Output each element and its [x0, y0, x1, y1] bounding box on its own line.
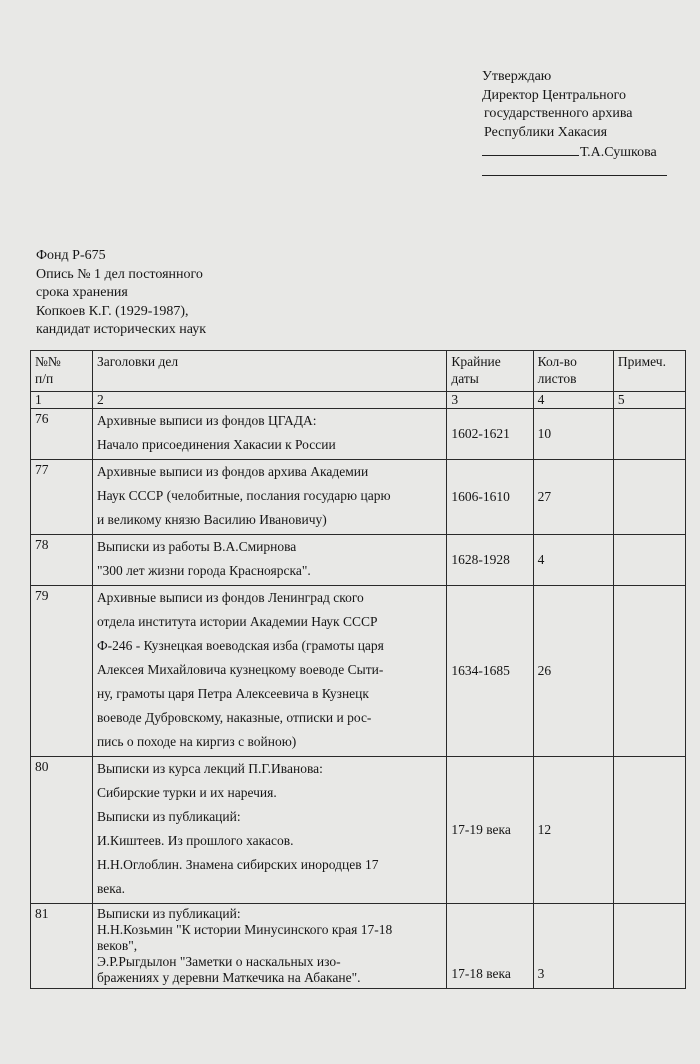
signature-row — [482, 142, 682, 163]
header-notes: Примеч. — [613, 351, 685, 392]
row-sheets: 3 — [533, 904, 613, 989]
table-row — [31, 586, 686, 757]
row-sheets: 12 — [533, 757, 613, 904]
header-dates: Крайние даты — [447, 351, 533, 392]
row-sheets: 26 — [533, 586, 613, 757]
approval-republic: Республики Хакасия — [484, 124, 608, 140]
row-dates: 1628-1928 — [447, 535, 533, 586]
column-number-row — [31, 392, 686, 409]
row-dates: 17-19 века — [447, 757, 533, 904]
row-dates: 1602-1621 — [447, 409, 533, 460]
signature-line — [482, 142, 579, 156]
signer-name: Т.А.Сушкова — [580, 145, 657, 160]
row-number: 77 — [31, 460, 93, 535]
approval-block — [482, 68, 682, 176]
row-notes — [613, 409, 685, 460]
table-row — [31, 757, 686, 904]
inventory-line-2: срока хранения — [36, 285, 128, 300]
row-number: 78 — [31, 535, 93, 586]
row-number: 76 — [31, 409, 93, 460]
approval-heading: Утверждаю — [482, 69, 552, 84]
column-number: 1 — [31, 392, 93, 409]
row-title: Выписки из работы В.А.Смирнова "300 лет жизни города Красноярска". — [92, 535, 446, 586]
row-title: Выписки из публикаций: Н.Н.Козьмин "К истории Минусинского края 17-18 веков", Э.Р.Рыгдылон "Заметки о наскальных изо- бражениях у деревни Маткечика на Абакане". — [92, 904, 446, 989]
inventory-line-1: Опись № 1 дел постоянного — [36, 266, 203, 282]
row-title: Выписки из курса лекций П.Г.Иванова: Сибирские турки и их наречия. Выписки из публикаций: И.Киштеев. Из прошлого хакасов. Н.Н.Оглоблин. Знамена сибирских инородцев 17 века. — [92, 757, 446, 904]
approval-position: Директор Центрального — [482, 87, 627, 103]
column-number: 5 — [613, 392, 685, 409]
column-number: 2 — [92, 392, 446, 409]
row-number: 79 — [31, 586, 93, 757]
header-sheets: Кол-во листов — [533, 351, 613, 392]
fond-person: Копкоев К.Г. (1929-1987), — [36, 303, 189, 319]
column-number: 3 — [447, 392, 533, 409]
row-number: 80 — [31, 757, 93, 904]
header-number: №№ п/п — [31, 351, 93, 392]
table-header-row — [31, 351, 686, 392]
inventory-table — [30, 350, 686, 989]
table-row — [31, 535, 686, 586]
table-row — [31, 904, 686, 989]
row-notes — [613, 586, 685, 757]
row-sheets: 10 — [533, 409, 613, 460]
fond-person-degree: кандидат исторических наук — [36, 322, 207, 337]
row-notes — [613, 460, 685, 535]
row-number: 81 — [31, 904, 93, 989]
fond-info — [36, 247, 296, 340]
row-dates: 17-18 века — [447, 904, 533, 989]
column-number: 4 — [533, 392, 613, 409]
row-dates: 1634-1685 — [447, 586, 533, 757]
row-title: Архивные выписи из фондов Ленинград ского отдела института истории Академии Наук СССР Ф-246 - Кузнецкая воеводская изба (грамоты царя Алексея Михайловича кузнецкому воеводе Сыти- ну, грамоты царя Петра Алексеевича в Кузнецк воеводе Дубровскому, наказные, отписки и рос- пись о походе на киргиз с войною) — [92, 586, 446, 757]
row-notes — [613, 535, 685, 586]
approval-organization: государственного архива — [484, 106, 633, 121]
row-sheets: 4 — [533, 535, 613, 586]
header-title: Заголовки дел — [92, 351, 446, 392]
date-line — [482, 165, 667, 176]
table-row — [31, 409, 686, 460]
row-title: Архивные выписи из фондов архива Академии Наук СССР (челобитные, послания государю царю и великому князю Василию Ивановичу) — [92, 460, 446, 535]
table-row — [31, 460, 686, 535]
row-dates: 1606-1610 — [447, 460, 533, 535]
row-sheets: 27 — [533, 460, 613, 535]
row-notes — [613, 757, 685, 904]
row-notes — [613, 904, 685, 989]
fond-number: Фонд Р-675 — [36, 248, 106, 263]
row-title: Архивные выписи из фондов ЦГАДА: Начало присоединения Хакасии к России — [92, 409, 446, 460]
